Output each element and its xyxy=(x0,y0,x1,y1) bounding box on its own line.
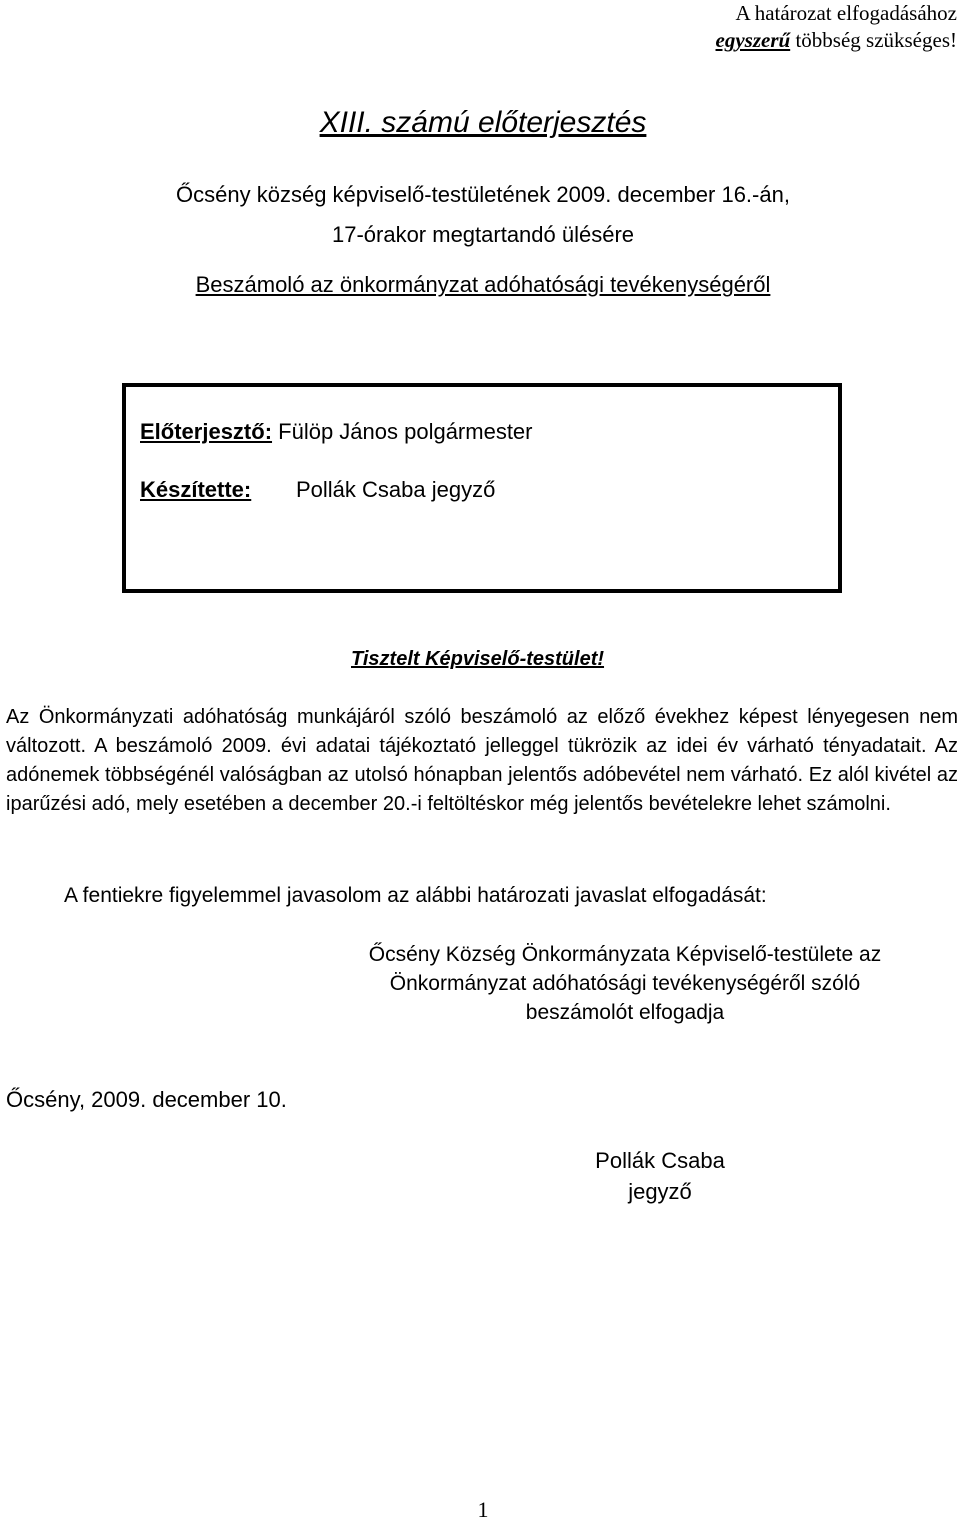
presenter-row xyxy=(140,419,533,445)
subject-heading: Beszámoló az önkormányzat adóhatósági tevékenységéről xyxy=(195,272,771,297)
prepared-by-row xyxy=(140,477,496,503)
signature-name: Pollák Csaba xyxy=(595,1148,725,1173)
proposal-intro: A fentiekre figyelemmel javasolom az alábbi határozati javaslat elfogadását: xyxy=(64,884,767,907)
signature-title: jegyző xyxy=(628,1179,692,1204)
majority-requirement-note xyxy=(716,0,957,54)
note-line-1: A határozat elfogadásához xyxy=(735,1,957,25)
signature-block xyxy=(560,1145,760,1207)
meeting-info xyxy=(0,175,960,255)
presenter-label: Előterjesztő: xyxy=(140,419,273,444)
info-box xyxy=(122,383,842,593)
meeting-line-1: Őcsény község képviselő-testületének 2009. december 16.-án, xyxy=(176,182,790,207)
salutation: Tisztelt Képviselő-testület! xyxy=(351,648,605,670)
document-title: XIII. számú előterjesztés xyxy=(319,106,647,139)
meeting-line-2: 17-órakor megtartandó ülésére xyxy=(331,222,635,247)
page-number: 1 xyxy=(477,1497,489,1522)
date-line: Őcsény, 2009. december 10. xyxy=(6,1087,287,1112)
presenter-value: Fülöp János polgármester xyxy=(272,419,533,444)
resolution-line-1: Őcsény Község Önkormányzata Képviselő-testülete az xyxy=(368,943,882,966)
note-line-2-rest: többség szükséges! xyxy=(790,28,957,52)
resolution-text xyxy=(310,940,940,1027)
prepared-by-label: Készítette: xyxy=(140,477,252,502)
resolution-line-2: Önkormányzat adóhatósági tevékenységéről szóló xyxy=(389,972,861,995)
note-emphasis: egyszerű xyxy=(715,28,791,52)
body-paragraph: Az Önkormányzati adóhatóság munkájáról szóló beszámoló az előző évekhez képest lényegesen nem változott. A beszámoló 2009. évi adatai tájékoztató jelleggel tükrözik az idei év várható tényadatait. Az adónemek többségénél valóságban az utolsó hónapban jelentős adóbevétel nem várható. Ez alól kivétel az iparűzési adó, mely esetében a december 20.-i feltöltéskor még jelentős bevételekre lehet számolni. xyxy=(6,706,958,815)
resolution-line-3: beszámolót elfogadja xyxy=(525,1001,725,1024)
prepared-by-value: Pollák Csaba jegyző xyxy=(296,477,496,502)
note-line-2 xyxy=(716,27,957,54)
